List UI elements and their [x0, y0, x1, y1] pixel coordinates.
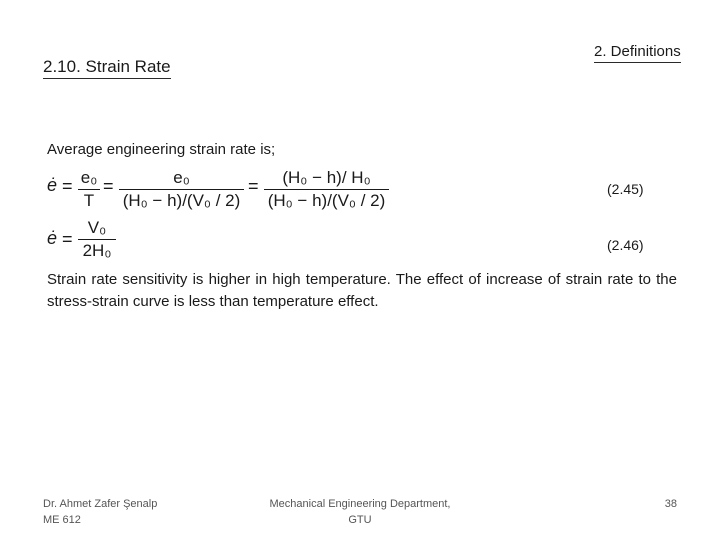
page-number: 38 — [664, 498, 677, 510]
course-code: ME 612 — [43, 514, 81, 526]
chapter-title: 2. Definitions — [594, 42, 681, 63]
fraction-1-denominator: 2H₀ — [82, 241, 112, 261]
equation-number: (2.46) — [607, 237, 644, 253]
body-paragraph: Strain rate sensitivity is higher in high temperature. The effect of increase of strain rate to the stress-strain curve is less than temperature effect. — [47, 271, 677, 310]
intro-text: Average engineering strain rate is; — [47, 141, 276, 158]
equation-number: (2.45) — [607, 181, 644, 197]
department-name: Mechanical Engineering Department, — [269, 498, 451, 510]
fraction-1-numerator: e₀ — [80, 168, 98, 187]
fraction-1-denominator: T — [83, 191, 95, 211]
fraction-bar — [119, 189, 244, 190]
section-title: 2.10. Strain Rate — [43, 57, 171, 79]
strain-rate-symbol: ė — [47, 228, 58, 248]
equals-sign: = — [62, 176, 73, 196]
fraction-2-denominator: (H₀ − h)/(V₀ / 2) — [122, 191, 241, 211]
university-name: GTU — [348, 514, 372, 526]
fraction-bar — [78, 239, 116, 240]
fraction-1 — [78, 168, 100, 211]
equals-sign: = — [103, 176, 114, 196]
fraction-3-numerator: (H₀ − h)/ H₀ — [282, 168, 371, 187]
footer-author — [43, 496, 157, 528]
strain-rate-symbol: ė — [47, 175, 58, 195]
fraction-bar — [78, 189, 100, 190]
fraction-2-numerator: e₀ — [173, 168, 190, 187]
fraction-1 — [78, 218, 116, 261]
equals-sign: = — [248, 176, 259, 196]
fraction-1-numerator: V₀ — [87, 218, 107, 237]
fraction-3 — [264, 168, 389, 211]
fraction-2 — [119, 168, 244, 211]
fraction-3-denominator: (H₀ − h)/(V₀ / 2) — [267, 191, 386, 211]
fraction-bar — [264, 189, 389, 190]
footer-department — [260, 496, 460, 528]
equals-sign: = — [62, 229, 73, 249]
author-name: Dr. Ahmet Zafer Şenalp — [43, 498, 158, 510]
